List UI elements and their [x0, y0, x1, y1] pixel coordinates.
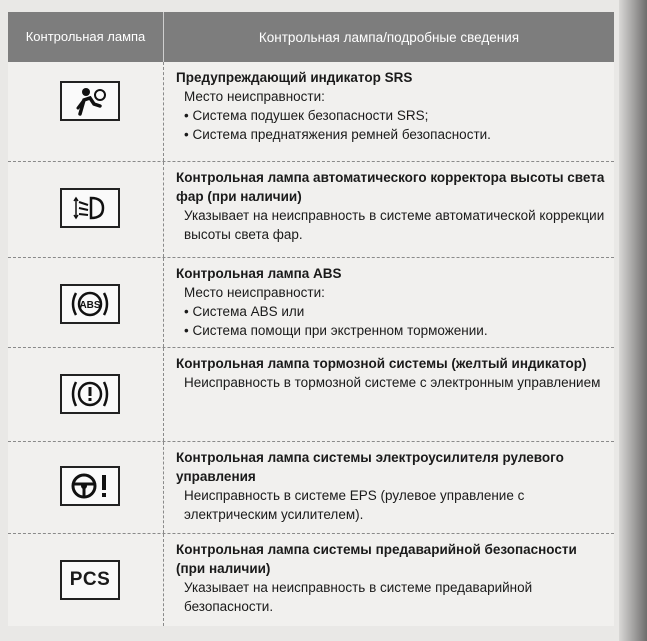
page-edge — [619, 0, 647, 641]
abs-icon-label: ABS — [79, 300, 101, 311]
row-line: Место неисправности: — [184, 285, 325, 300]
row-bullet: • Система преднатяжения ремней безопасности. — [176, 125, 606, 144]
row-title: Контрольная лампа ABS — [176, 266, 342, 281]
warning-lamp-table — [8, 12, 614, 626]
row-bullet: • Система помощи при экстренном торможении. — [176, 321, 606, 340]
table-row-abs — [8, 258, 614, 348]
row-bullet: • Система ABS или — [176, 302, 606, 321]
row-title: Контрольная лампа системы электроусилителя рулевого управления — [176, 450, 564, 484]
row-line: Указывает на неисправность в системе автоматической коррекции высоты света фар. — [184, 208, 605, 242]
row-title: Контрольная лампа автоматического корректора высоты света фар (при наличии) — [176, 170, 605, 204]
row-title: Предупреждающий индикатор SRS — [176, 70, 413, 85]
header-lamp: Контрольная лампа — [8, 12, 164, 62]
brake-system-icon — [60, 374, 120, 414]
table-row-brake — [8, 348, 614, 442]
pcs-icon — [60, 560, 120, 600]
pcs-icon-label: PCS — [69, 569, 111, 590]
table-row-headlight — [8, 162, 614, 258]
row-title: Контрольная лампа тормозной системы (желтый индикатор) — [176, 356, 587, 371]
row-line: Неисправность в системе EPS (рулевое управление с электрическим усилителем). — [184, 488, 525, 522]
headlight-level-icon — [60, 188, 120, 228]
table-row-pcs — [8, 534, 614, 626]
abs-icon — [60, 284, 120, 324]
row-line: Неисправность в тормозной системе с электронным управлением — [184, 375, 601, 390]
eps-steering-icon — [60, 466, 120, 506]
row-line: Место неисправности: — [184, 89, 325, 104]
row-title: Контрольная лампа системы предаварийной безопасности (при наличии) — [176, 542, 577, 576]
table-row-srs — [8, 62, 614, 162]
header-details: Контрольная лампа/подробные сведения — [258, 29, 520, 45]
srs-airbag-icon — [60, 81, 120, 121]
table-header — [8, 12, 614, 62]
table-row-eps — [8, 442, 614, 534]
row-bullet: • Система подушек безопасности SRS; — [176, 106, 606, 125]
row-line: Указывает на неисправность в системе предаварийной безопасности. — [184, 580, 533, 614]
